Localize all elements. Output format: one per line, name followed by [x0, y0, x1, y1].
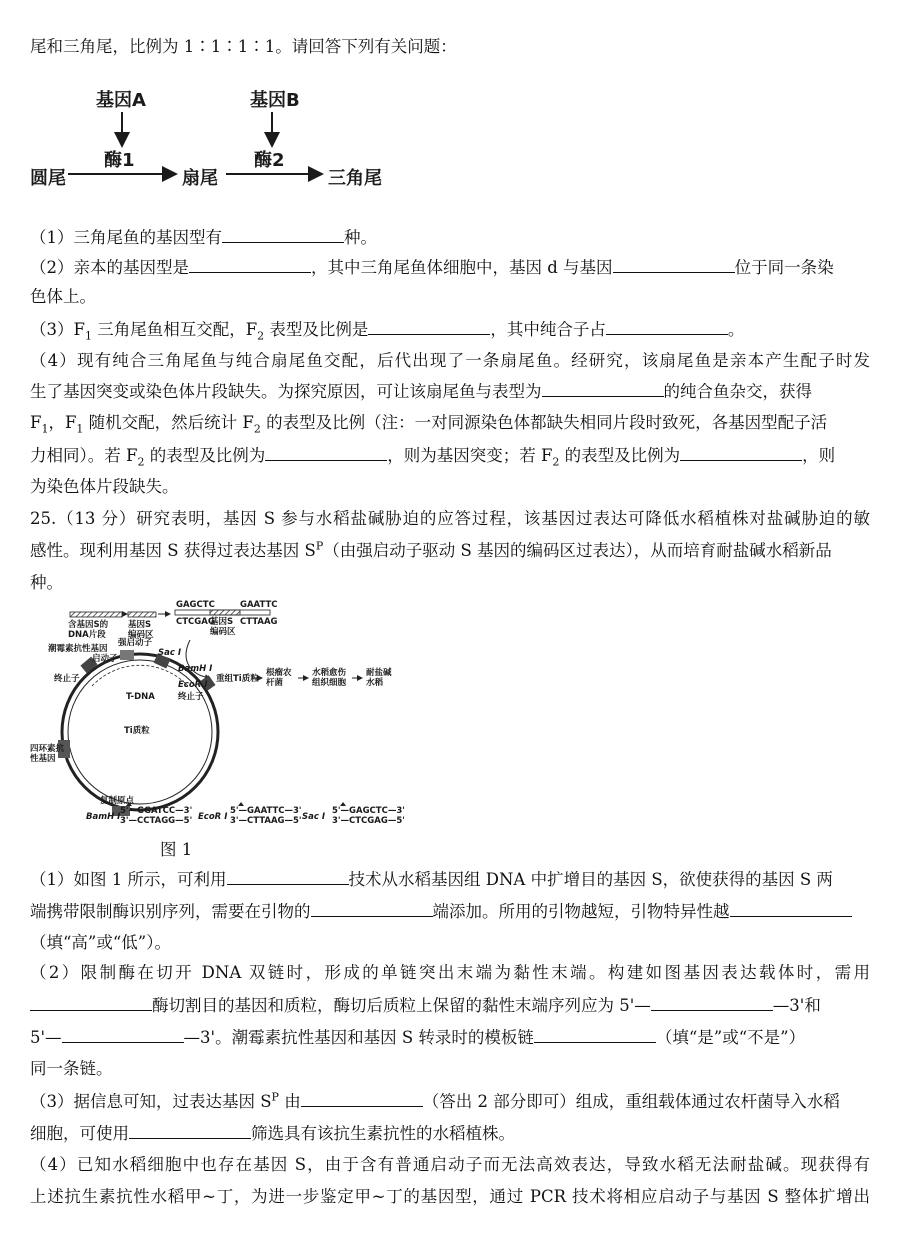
q-text: F — [30, 413, 42, 432]
q24-part4-line3 — [30, 412, 870, 434]
coding-region-label: 基因S编码区 — [128, 620, 154, 640]
bam-site-label: BamH Ⅰ — [178, 664, 213, 674]
seq-bottom-left: CTCGAG — [176, 617, 215, 627]
q-text: 力相同）。若 F — [30, 446, 138, 465]
sac-site-seq-top: 5'—GAGCTC—3' — [332, 806, 405, 816]
triangle-tail-label: 三角尾 — [328, 168, 382, 189]
q-text: 端携带限制酶识别序列，需要在引物的 — [30, 902, 311, 921]
answer-blank[interactable] — [62, 1026, 184, 1043]
subscript: 2 — [253, 422, 261, 436]
q-text: （答出 2 部分即可）组成，重组载体通过农杆菌导入水稻 — [422, 1092, 840, 1111]
superscript: P — [315, 539, 324, 553]
q25-part1-line1 — [30, 868, 870, 891]
answer-blank[interactable] — [368, 318, 490, 335]
answer-blank[interactable] — [613, 256, 735, 273]
answer-blank[interactable] — [222, 226, 344, 243]
answer-blank[interactable] — [129, 1122, 251, 1139]
answer-blank[interactable] — [730, 900, 852, 917]
bam-site-seq-bottom: 3'—CCTAGG—5' — [120, 816, 193, 826]
origin-label: 复制原点 — [100, 796, 135, 806]
q-text: （由强启动子驱动 S 基因的编码区过表达），从而培育耐盐碱水稻新品 — [323, 541, 832, 560]
recombinant-plasmid-label: 重组Ti质粒 — [216, 674, 259, 684]
gene-a-label: 基因A — [96, 90, 146, 111]
q24-part4-line4 — [30, 444, 870, 467]
q-text: （4）现有纯合三角尾鱼与纯合扇尾鱼交配，后代出现了一条扇尾鱼。经研究，该扇尾鱼是亲本产生配子时发 — [30, 351, 870, 370]
q-text: 端添加。所用的引物越短，引物特异性越 — [432, 902, 730, 921]
q24-part2-line2 — [30, 286, 870, 308]
q-text: 5'— — [30, 1028, 62, 1047]
promoter-label: 启动子 — [92, 654, 118, 664]
enzyme-2-label: 酶2 — [254, 150, 285, 171]
q-text: ，则 — [802, 446, 836, 465]
terminator-right-label: 终止子 — [178, 692, 204, 702]
superscript: P — [271, 1090, 279, 1104]
q-text: 筛选具有该抗生素抗性的水稻植株。 — [251, 1124, 515, 1143]
q-text: 三角尾鱼相互交配，F — [91, 320, 258, 339]
q24-part1 — [30, 226, 870, 249]
q-text: 细胞，可使用 — [30, 1124, 129, 1143]
seq-top-left: GAGCTC — [176, 600, 215, 610]
q-text: 由 — [278, 1092, 301, 1111]
q-text: 表型及比例是 — [264, 320, 369, 339]
answer-blank[interactable] — [542, 380, 664, 397]
q-text: （填“高”或“低”）。 — [30, 933, 171, 952]
tail-shape-pathway-diagram — [30, 80, 400, 190]
fan-tail-label: 扇尾 — [182, 168, 218, 189]
q24-part4-line1 — [30, 350, 870, 372]
terminator-left-label: 终止子 — [54, 674, 80, 684]
q-text: 酶切割目的基因和质粒，酶切后质粒上保留的黏性末端序列应为 5'— — [152, 996, 651, 1015]
hygromycin-gene-label: 潮霉素抗性基因 — [48, 644, 108, 654]
dna-fragment-label: 含基因S的DNA片段 — [68, 620, 109, 640]
eco-site-seq-bottom: 3'—CTTAAG—5' — [230, 816, 302, 826]
q-text: 上述抗生素抗性水稻甲~丁，为进一步鉴定甲~丁的基因型，通过 PCR 技术将相应启动子与基因 S 整体扩增出 — [30, 1187, 870, 1206]
ti-plasmid-label: Ti质粒 — [124, 726, 150, 736]
subscript: 1 — [41, 422, 49, 436]
answer-blank[interactable] — [606, 318, 728, 335]
q-text: 随机交配，然后统计 F — [83, 413, 254, 432]
q-text: 种。 — [344, 228, 377, 247]
q-text: （1）如图 1 所示，可利用 — [30, 870, 227, 889]
q25-stem-line2 — [30, 540, 870, 562]
q-text: 的纯合鱼杂交，获得 — [663, 382, 812, 401]
q-text: 位于同一条染 — [734, 258, 834, 277]
q25-part3-line2 — [30, 1122, 870, 1145]
seq-bottom-right: CTTAAG — [240, 617, 278, 627]
q25-part4-line2 — [30, 1186, 870, 1208]
q-text: 为染色体片段缺失。 — [30, 477, 179, 496]
q-text: ，其中纯合子占 — [490, 320, 606, 339]
eco-site-seq-top: 5'—GAATTC—3' — [230, 806, 302, 816]
t-dna-label: T-DNA — [126, 692, 155, 702]
sac-site-seq-bottom: 3'—CTCGAG—5' — [332, 816, 405, 826]
q24-part2-line1 — [30, 256, 870, 279]
q25-part1-line3 — [30, 932, 870, 954]
answer-blank[interactable] — [301, 1090, 423, 1107]
q25-part1-line2 — [30, 900, 870, 923]
eco-site-label: EcoR Ⅰ — [178, 680, 208, 690]
figure-caption: 图 1 — [160, 840, 193, 859]
seq-top-right: GAATTC — [240, 600, 278, 610]
q-text: （填“是”或“不是”） — [655, 1028, 806, 1047]
strong-promoter-label: 强启动子 — [118, 638, 153, 648]
q-text: 。 — [727, 320, 745, 339]
answer-blank[interactable] — [189, 256, 311, 273]
q-text: —3'。潮霉素抗性基因和基因 S 转录时的模板链 — [183, 1028, 534, 1047]
enzyme-1-label: 酶1 — [104, 150, 135, 171]
callus-cells-label: 水稻愈伤组织细胞 — [312, 668, 347, 688]
gene-b-label: 基因B — [250, 90, 300, 111]
eco-site-name: EcoR Ⅰ — [198, 812, 228, 822]
q25-part3-line1 — [30, 1090, 870, 1113]
sac-site-name: Sac Ⅰ — [302, 812, 326, 822]
subscript: 2 — [552, 455, 560, 469]
answer-blank[interactable] — [680, 444, 802, 461]
q-text: 种。 — [30, 573, 63, 592]
subscript: 1 — [76, 422, 84, 436]
agrobacterium-label: 根瘤农杆菌 — [266, 668, 292, 688]
answer-blank[interactable] — [311, 900, 433, 917]
q-text: 的表型及比例为 — [144, 446, 266, 465]
q-text: （2）限制酶在切开 DNA 双链时，形成的单链突出末端为黏性末端。构建如图基因表达载体时，需用 — [30, 963, 870, 982]
answer-blank[interactable] — [265, 444, 387, 461]
bam-site-seq-top: 5'—GGATCC—3' — [120, 806, 193, 816]
answer-blank[interactable] — [651, 994, 773, 1011]
q24-part4-line5 — [30, 476, 870, 498]
q25-part4-line1 — [30, 1154, 870, 1176]
intro-line — [30, 36, 870, 58]
bam-site-name: BamH Ⅰ — [86, 812, 121, 822]
answer-blank[interactable] — [534, 1026, 656, 1043]
q-text: （4）已知水稻细胞中也存在基因 S，由于含有普通启动子而无法高效表达，导致水稻无法耐盐碱。现获得有 — [30, 1155, 870, 1174]
sac-site-label: Sac Ⅰ — [158, 648, 182, 658]
q25-part2-line1 — [30, 962, 870, 984]
answer-blank[interactable] — [227, 868, 349, 885]
q25-stem-line1 — [30, 508, 870, 530]
q-text: 感性。现利用基因 S 获得过表达基因 S — [30, 541, 316, 560]
subscript: 2 — [257, 329, 265, 343]
q-text: 的表型及比例为 — [559, 446, 681, 465]
q-text: 同一条链。 — [30, 1059, 113, 1078]
q-text: （3）F — [30, 320, 85, 339]
q-text: ，F — [48, 413, 77, 432]
q-text: （1）三角尾鱼的基因型有 — [30, 228, 222, 247]
q25-part2-line2 — [30, 994, 870, 1017]
q-text: 技术从水稻基因组 DNA 中扩增目的基因 S，欲使获得的基因 S 两 — [348, 870, 833, 889]
q-text: 25.（13 分）研究表明，基因 S 参与水稻盐碱胁迫的应答过程，该基因过表达可降低水稻植株对盐碱胁迫的敏 — [30, 509, 870, 528]
subscript: 1 — [84, 329, 92, 343]
round-tail-label: 圆尾 — [30, 168, 66, 189]
subscript: 2 — [137, 455, 145, 469]
q24-part4-line2 — [30, 380, 870, 403]
q-text: （3）据信息可知，过表达基因 S — [30, 1092, 272, 1111]
coding-region-label-2: 基因S编码区 — [210, 617, 236, 637]
salt-tolerant-rice-label: 耐盐碱水稻 — [366, 668, 392, 688]
q-text: ，则为基因突变；若 F — [387, 446, 553, 465]
answer-blank[interactable] — [30, 994, 152, 1011]
q25-part2-line3 — [30, 1026, 870, 1049]
figure-1-vector-construction — [30, 600, 430, 830]
q-text: 生了基因突变或染色体片段缺失。为探究原因，可让该扇尾鱼与表型为 — [30, 382, 542, 401]
q-text: 色体上。 — [30, 287, 96, 306]
q25-part2-line4 — [30, 1058, 870, 1080]
q-text: 的表型及比例（注：一对同源染色体都缺失相同片段时致死，各基因型配子活 — [260, 413, 828, 432]
q-text: （2）亲本的基因型是 — [30, 258, 189, 277]
intro-text: 尾和三角尾，比例为 1∶1∶1∶1。请回答下列有关问题： — [30, 37, 457, 56]
q-text: ，其中三角尾鱼体细胞中，基因 d 与基因 — [311, 258, 613, 277]
q-text: —3'和 — [772, 996, 821, 1015]
q24-part3 — [30, 318, 870, 341]
tetracycline-gene-label: 四环素抗性基因 — [30, 744, 65, 764]
q25-stem-line3 — [30, 572, 870, 594]
